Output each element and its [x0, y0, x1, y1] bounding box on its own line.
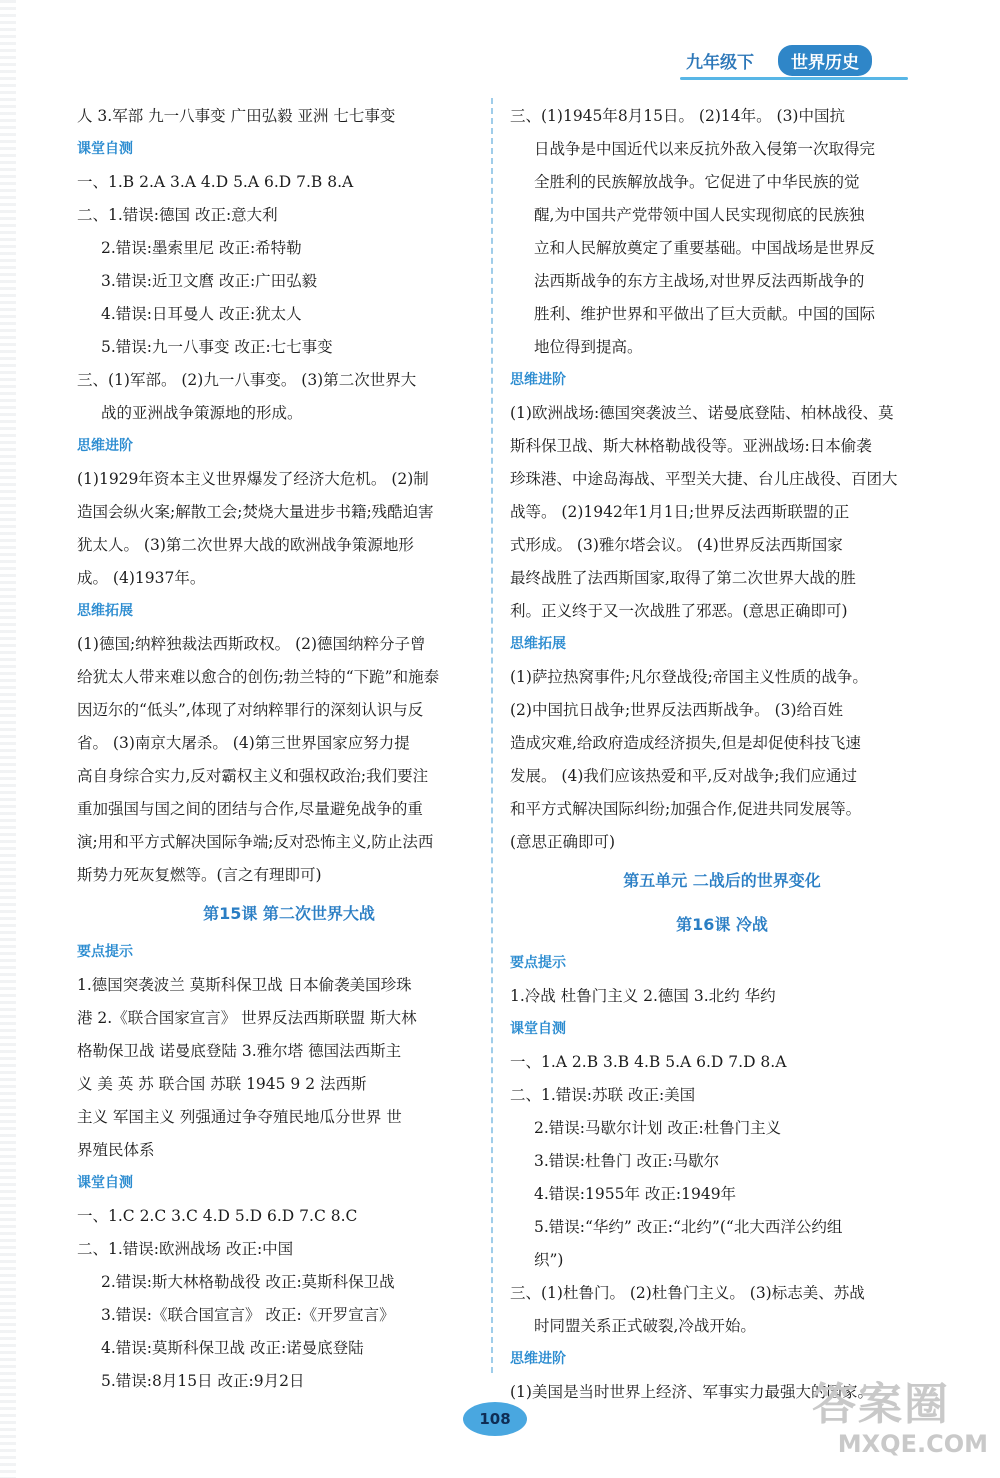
answer-line: (1)美国是当时世界上经济、军事实力最强大的国家。 [510, 1383, 873, 1401]
answer-line: 战的亚洲战争策源地的形成。 [101, 404, 303, 422]
answer-line: 3.错误:《联合国宣言》 改正:《开罗宣言》 [101, 1306, 395, 1324]
answer-line: 界殖民体系 [77, 1141, 155, 1159]
answer-line: 发展。 (4)我们应该热爱和平,反对战争;我们应通过 [510, 767, 858, 785]
answer-line: 4.错误:1955年 改正:1949年 [534, 1185, 737, 1203]
grade-label: 九年级下 [686, 53, 754, 73]
answer-line: 式形成。 (3)雅尔塔会议。 (4)世界反法西斯国家 [510, 536, 843, 554]
answer-line: 省。 (3)南京大屠杀。 (4)第三世界国家应努力提 [77, 734, 410, 752]
answer-line: 主义 军国主义 列强通过争夺殖民地瓜分世界 世 [77, 1108, 402, 1126]
answer-line: 格勒保卫战 诺曼底登陆 3.雅尔塔 德国法西斯主 [77, 1042, 402, 1060]
answer-line: (2)中国抗日战争;世界反法西斯战争。 (3)给百姓 [510, 701, 844, 719]
answer-line: 法西斯战争的东方主战场,对世界反法西斯战争的 [534, 272, 865, 290]
answer-line: 一、1.C 2.C 3.C 4.D 5.D 6.D 7.C 8.C [77, 1207, 358, 1225]
header-underline [680, 77, 908, 80]
answer-line: 时同盟关系正式破裂,冷战开始。 [534, 1317, 756, 1335]
answer-line: 和平方式解决国际纠纷;加强合作,促进共同发展等。 [510, 800, 862, 818]
answer-line: 2.错误:斯大林格勒战役 改正:莫斯科保卫战 [101, 1273, 395, 1291]
answer-line: 1.德国突袭波兰 莫斯科保卫战 日本偷袭美国珍珠 [77, 976, 412, 994]
answer-line: 织”) [534, 1251, 564, 1269]
answer-line: 重加强国与国之间的团结与合作,尽量避免战争的重 [77, 800, 423, 818]
lesson-title: 第16课 冷战 [676, 915, 768, 934]
page-header [680, 44, 910, 94]
right-column [510, 100, 934, 1409]
answer-line: 战等。 (2)1942年1月1日;世界反法西斯联盟的正 [510, 503, 850, 521]
answer-line: (1)1929年资本主义世界爆发了经济大危机。 (2)制 [77, 470, 429, 488]
answer-line: 二、1.错误:德国 改正:意大利 [77, 206, 278, 224]
answer-line: (1)欧洲战场:德国突袭波兰、诺曼底登陆、柏林战役、莫 [510, 404, 894, 422]
answer-line: 日战争是中国近代以来反抗外敌入侵第一次取得完 [534, 140, 876, 158]
answer-line: 胜利、维护世界和平做出了巨大贡献。中国的国际 [534, 305, 876, 323]
section-heading: 思维进阶 [510, 372, 566, 388]
answer-line: 义 美 英 苏 联合国 苏联 1945 9 2 法西斯 [77, 1075, 367, 1093]
section-heading: 思维拓展 [510, 636, 566, 652]
section-heading: 要点提示 [510, 955, 566, 971]
answer-line: 给犹太人带来难以愈合的创伤;勃兰特的“下跪”和施泰 [77, 668, 440, 686]
answer-line: 3.错误:杜鲁门 改正:马歇尔 [534, 1152, 720, 1170]
watermark-text: 答案圈 [812, 1379, 950, 1430]
answer-line: 三、(1)1945年8月15日。 (2)14年。 (3)中国抗 [510, 107, 845, 125]
answer-line: 1.冷战 杜鲁门主义 2.德国 3.北约 华约 [510, 987, 776, 1005]
answer-line: 三、(1)杜鲁门。 (2)杜鲁门主义。 (3)标志美、苏战 [510, 1284, 865, 1302]
answer-line: 高自身综合实力,反对霸权主义和强权政治;我们要注 [77, 767, 429, 785]
answer-line: 4.错误:日耳曼人 改正:犹太人 [101, 305, 302, 323]
answer-line: 4.错误:莫斯科保卫战 改正:诺曼底登陆 [101, 1339, 364, 1357]
page-number: 108 [463, 1402, 527, 1436]
section-heading: 思维进阶 [510, 1351, 566, 1367]
answer-line: 醒,为中国共产党带领中国人民实现彻底的民族独 [534, 206, 865, 224]
answer-line: 5.错误:8月15日 改正:9月2日 [101, 1372, 305, 1390]
answer-line: 三、(1)军部。 (2)九一八事变。 (3)第二次世界大 [77, 371, 417, 389]
section-heading: 思维进阶 [77, 438, 133, 454]
section-heading: 课堂自测 [77, 1175, 133, 1191]
lesson-title: 第五单元 二战后的世界变化 [623, 871, 821, 890]
answer-line: 地位得到提高。 [534, 338, 643, 356]
answer-line: 2.错误:墨索里尼 改正:希特勒 [101, 239, 302, 257]
section-heading: 思维拓展 [77, 603, 133, 619]
page-edge-texture [0, 0, 16, 1478]
watermark [812, 1380, 994, 1470]
answer-line: 二、1.错误:欧洲战场 改正:中国 [77, 1240, 294, 1258]
column-divider [491, 98, 493, 1373]
answer-line: 港 2.《联合国家宣言》 世界反法西斯联盟 斯大林 [77, 1009, 417, 1027]
answer-line: (1)德国;纳粹独裁法西斯政权。 (2)德国纳粹分子曾 [77, 635, 426, 653]
answer-line: 一、1.B 2.A 3.A 4.D 5.A 6.D 7.B 8.A [77, 173, 354, 191]
answer-line: 成。 (4)1937年。 [77, 569, 206, 587]
answer-line: 5.错误:“华约” 改正:“北约”(“北大西洋公约组 [534, 1218, 843, 1236]
answer-line: 珍珠港、中途岛海战、平型关大捷、台儿庄战役、百团大 [510, 470, 898, 488]
section-heading: 课堂自测 [510, 1021, 566, 1037]
answer-line: 3.错误:近卫文麿 改正:广田弘毅 [101, 272, 318, 290]
answer-line: (意思正确即可) [510, 833, 616, 851]
answer-line: 斯势力死灰复燃等。(言之有理即可) [77, 866, 322, 884]
answer-line: 立和人民解放奠定了重要基础。中国战场是世界反 [534, 239, 876, 257]
answer-line: 2.错误:马歇尔计划 改正:杜鲁门主义 [534, 1119, 782, 1137]
left-column [77, 100, 501, 1398]
answer-line: 斯科保卫战、斯大林格勒战役等。亚洲战场:日本偷袭 [510, 437, 872, 455]
answer-line: 全胜利的民族解放战争。它促进了中华民族的觉 [534, 173, 860, 191]
answer-line: 最终战胜了法西斯国家,取得了第二次世界大战的胜 [510, 569, 856, 587]
answer-line: 一、1.A 2.B 3.B 4.B 5.A 6.D 7.D 8.A [510, 1053, 787, 1071]
answer-line: 造成灾难,给政府造成经济损失,但是却促使科技飞速 [510, 734, 861, 752]
lesson-title: 第15课 第二次世界大战 [203, 904, 375, 923]
answer-line: 犹太人。 (3)第二次世界大战的欧洲战争策源地形 [77, 536, 414, 554]
answer-line: 造国会纵火案;解散工会;焚烧大量进步书籍;残酷迫害 [77, 503, 434, 521]
answer-line: 因迈尔的“低头”,体现了对纳粹罪行的深刻认识与反 [77, 701, 424, 719]
answer-line: 人 3.军部 九一八事变 广田弘毅 亚洲 七七事变 [77, 107, 396, 125]
answer-line: 5.错误:九一八事变 改正:七七事变 [101, 338, 333, 356]
answer-line: 二、1.错误:苏联 改正:美国 [510, 1086, 696, 1104]
section-heading: 要点提示 [77, 944, 133, 960]
answer-line: 演;用和平方式解决国际争端;反对恐怖主义,防止法西 [77, 833, 434, 851]
section-heading: 课堂自测 [77, 141, 133, 157]
watermark-url: MXQE.COM [837, 1430, 988, 1458]
answer-line: 利。正义终于又一次战胜了邪恶。(意思正确即可) [510, 602, 848, 620]
answer-line: (1)萨拉热窝事件;凡尔登战役;帝国主义性质的战争。 [510, 668, 868, 686]
subject-badge: 世界历史 [778, 45, 872, 76]
